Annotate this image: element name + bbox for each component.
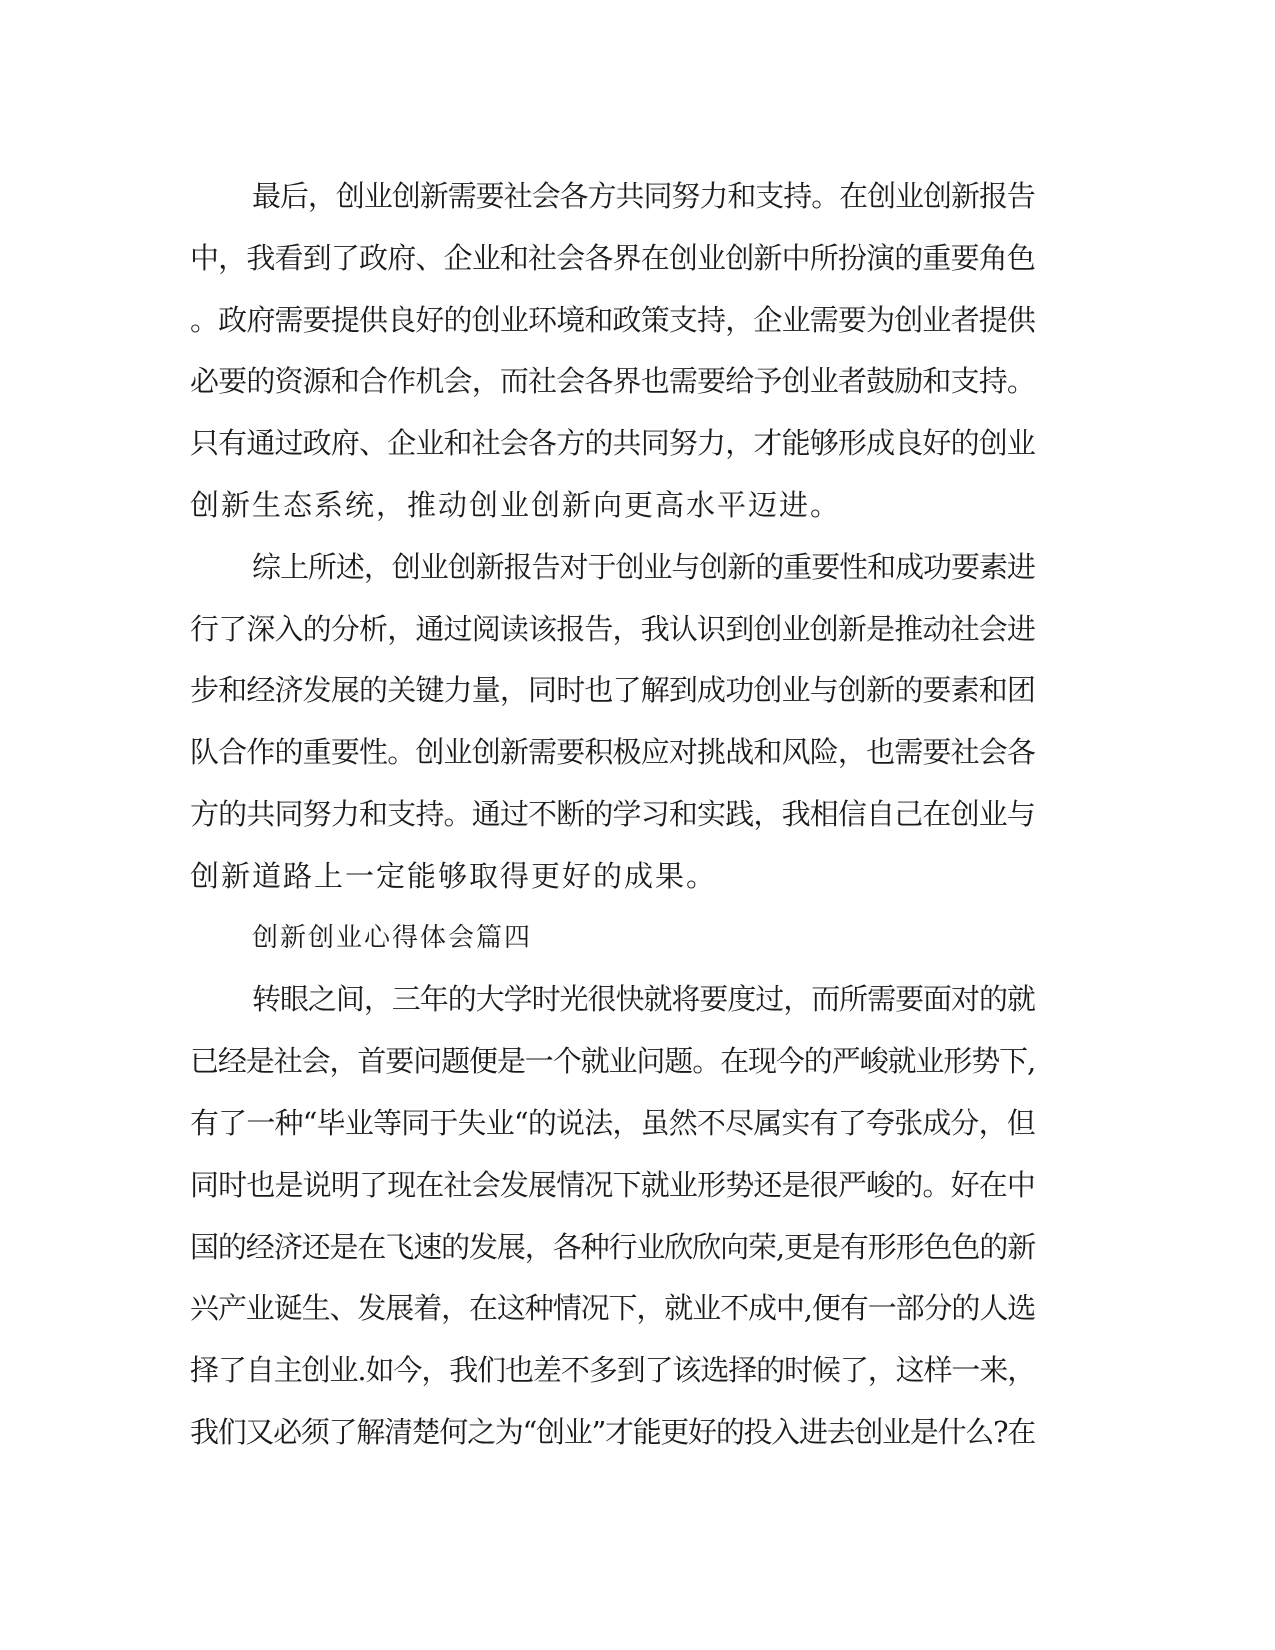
section-heading: 创新创业心得体会篇四 xyxy=(252,922,533,953)
text-line: 队合作的重要性。创业创新需要积极应对挑战和风险，也需要社会各 xyxy=(190,735,1036,770)
text-line: 有了一种“毕业等同于失业“的说法，虽然不尽属实有了夸张成分，但 xyxy=(190,1105,1035,1140)
text-line: 创新道路上一定能够取得更好的成果。 xyxy=(190,858,718,893)
text-line: 只有通过政府、企业和社会各方的共同努力，才能够形成良好的创业 xyxy=(190,426,1036,461)
document-body xyxy=(190,166,1090,1464)
text-line: 兴产业诞生、发展着，在这种情况下，就业不成中,便有一部分的人选 xyxy=(190,1291,1036,1326)
text-line: 中，我看到了政府、企业和社会各界在创业创新中所扮演的重要角色 xyxy=(190,240,1036,275)
text-line: 必要的资源和合作机会，而社会各界也需要给予创业者鼓励和支持。 xyxy=(190,364,1036,399)
text-line: 我们又必须了解清楚何之为“创业”才能更好的投入进去创业是什么?在 xyxy=(190,1414,1035,1449)
text-line: 转眼之间，三年的大学时光很快就将要度过，而所需要面对的就 xyxy=(252,982,1035,1017)
text-line: 。政府需要提供良好的创业环境和政策支持，企业需要为创业者提供 xyxy=(190,302,1036,337)
text-line: 行了深入的分析，通过阅读该报告，我认识到创业创新是推动社会进 xyxy=(190,611,1036,646)
text-line: 已经是社会，首要问题便是一个就业问题。在现今的严峻就业形势下, xyxy=(190,1044,1036,1079)
text-line: 同时也是说明了现在社会发展情况下就业形势还是很严峻的。好在中 xyxy=(190,1167,1036,1202)
text-line: 国的经济还是在飞速的发展，各种行业欣欣向荣,更是有形形色色的新 xyxy=(190,1229,1036,1264)
text-line: 步和经济发展的关键力量，同时也了解到成功创业与创新的要素和团 xyxy=(190,673,1036,708)
text-line: 最后，创业创新需要社会各方共同努力和支持。在创业创新报告 xyxy=(252,179,1035,213)
text-line: 综上所述，创业创新报告对于创业与创新的重要性和成功要素进 xyxy=(252,549,1035,584)
text-line: 创新生态系统，推动创业创新向更高水平迈进。 xyxy=(190,487,842,522)
text-line: 方的共同努力和支持。通过不断的学习和实践，我相信自己在创业与 xyxy=(190,796,1036,831)
text-line: 择了自主创业.如今，我们也差不多到了该选择的时候了，这样一来， xyxy=(190,1353,1036,1388)
